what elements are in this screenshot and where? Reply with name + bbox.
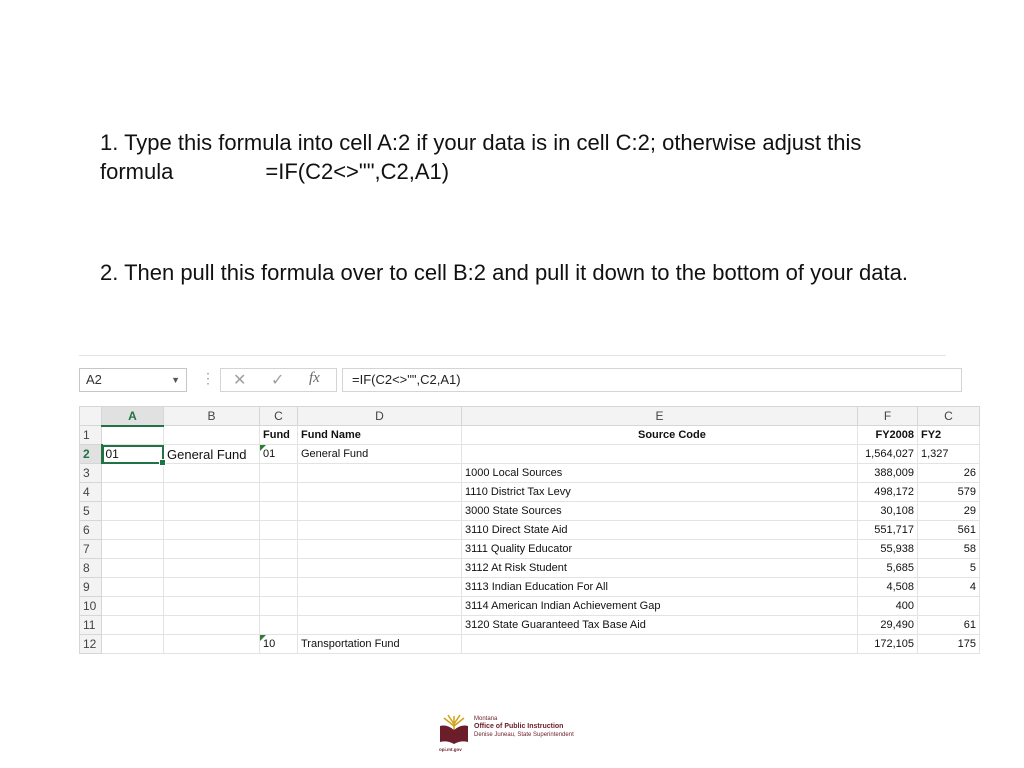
cell[interactable]	[102, 540, 164, 559]
cell[interactable]: 3000 State Sources	[462, 502, 858, 521]
cell[interactable]: 400	[858, 597, 918, 616]
cell[interactable]: Fund Name	[298, 426, 462, 445]
table-row	[80, 502, 980, 521]
table-row	[80, 559, 980, 578]
cell[interactable]	[260, 616, 298, 635]
table-row	[80, 464, 980, 483]
table-row	[80, 540, 980, 559]
cell[interactable]: Source Code	[462, 426, 858, 445]
opi-logo	[438, 712, 578, 756]
more-icon: ⋮	[201, 370, 215, 386]
cell[interactable]: 551,717	[858, 521, 918, 540]
column-header-f[interactable]: F	[858, 407, 918, 426]
logo-url: opi.mt.gov	[439, 747, 462, 752]
column-header-g[interactable]: C	[918, 407, 980, 426]
cell[interactable]	[260, 483, 298, 502]
column-header-a[interactable]: A	[102, 407, 164, 426]
checkmark-icon[interactable]: ✓	[271, 372, 285, 389]
excel-screenshot	[79, 355, 976, 651]
step1-text: 1. Type this formula into cell A:2 if your data is in cell C:2; otherwise adjust this formula	[100, 130, 862, 184]
row-header[interactable]: 4	[80, 483, 102, 502]
cell[interactable]: 3114 American Indian Achievement Gap	[462, 597, 858, 616]
column-header-e[interactable]: E	[462, 407, 858, 426]
cell[interactable]: Transportation Fund	[298, 635, 462, 654]
instruction-step-1	[100, 128, 930, 186]
cell[interactable]: General Fund	[298, 445, 462, 464]
cell[interactable]: 4	[918, 578, 980, 597]
cell[interactable]	[298, 502, 462, 521]
cell[interactable]	[164, 540, 260, 559]
cell[interactable]: 01	[260, 445, 298, 464]
chevron-down-icon[interactable]: ▼	[171, 375, 180, 385]
cell[interactable]	[298, 483, 462, 502]
cell[interactable]	[462, 445, 858, 464]
cell[interactable]	[164, 616, 260, 635]
cell[interactable]: 61	[918, 616, 980, 635]
step1-formula: =IF(C2<>"",C2,A1)	[265, 159, 450, 184]
cell[interactable]: 1,564,027	[858, 445, 918, 464]
table-row	[80, 426, 980, 445]
name-box[interactable]	[79, 368, 187, 392]
logo-line-1: Montana	[474, 716, 498, 722]
cell[interactable]	[164, 521, 260, 540]
cell[interactable]	[298, 616, 462, 635]
cell[interactable]: 3113 Indian Education For All	[462, 578, 858, 597]
cell[interactable]: 4,508	[858, 578, 918, 597]
cell[interactable]	[102, 521, 164, 540]
column-header-b[interactable]: B	[164, 407, 260, 426]
row-header[interactable]: 5	[80, 502, 102, 521]
table-row	[80, 578, 980, 597]
cancel-icon[interactable]: ✕	[233, 372, 247, 389]
logo-line-2: Office of Public Instruction	[474, 723, 564, 730]
row-header[interactable]: 10	[80, 597, 102, 616]
cell[interactable]: 498,172	[858, 483, 918, 502]
cell[interactable]	[298, 559, 462, 578]
spreadsheet-grid	[79, 406, 980, 654]
cell[interactable]: 55,938	[858, 540, 918, 559]
cell[interactable]	[164, 635, 260, 654]
row-header[interactable]: 6	[80, 521, 102, 540]
cell[interactable]	[260, 578, 298, 597]
cell[interactable]: 388,009	[858, 464, 918, 483]
cell[interactable]	[164, 502, 260, 521]
cell[interactable]	[298, 597, 462, 616]
cell[interactable]: 3112 At Risk Student	[462, 559, 858, 578]
formula-buttons	[220, 368, 337, 392]
cell[interactable]: 26	[918, 464, 980, 483]
cell[interactable]	[298, 540, 462, 559]
cell[interactable]: 3111 Quality Educator	[462, 540, 858, 559]
row-header[interactable]: 2	[80, 445, 102, 464]
name-box-value: A2	[86, 372, 102, 387]
cell[interactable]: 175	[918, 635, 980, 654]
row-header[interactable]: 1	[80, 426, 102, 445]
cell[interactable]: 29	[918, 502, 980, 521]
cell[interactable]	[102, 616, 164, 635]
formula-bar	[79, 355, 946, 406]
cell[interactable]: 5	[918, 559, 980, 578]
opi-logo-text	[474, 715, 574, 739]
cell[interactable]: FY2008	[858, 426, 918, 445]
cell[interactable]	[260, 502, 298, 521]
row-header[interactable]: 9	[80, 578, 102, 597]
cell[interactable]	[298, 521, 462, 540]
opi-book-icon	[438, 712, 470, 746]
cell[interactable]	[164, 597, 260, 616]
row-header[interactable]: 3	[80, 464, 102, 483]
cell[interactable]	[164, 559, 260, 578]
cell[interactable]: 3120 State Guaranteed Tax Base Aid	[462, 616, 858, 635]
cell[interactable]	[102, 483, 164, 502]
cell[interactable]	[102, 559, 164, 578]
cell[interactable]: 10	[260, 635, 298, 654]
cell[interactable]	[298, 578, 462, 597]
column-header-row	[80, 407, 980, 426]
cell[interactable]: 29,490	[858, 616, 918, 635]
cell[interactable]: 58	[918, 540, 980, 559]
cell[interactable]	[462, 635, 858, 654]
row-header[interactable]: 7	[80, 540, 102, 559]
cell[interactable]: FY2	[918, 426, 980, 445]
selected-cell[interactable]: 01	[102, 445, 164, 464]
cell[interactable]	[260, 521, 298, 540]
cell[interactable]	[260, 559, 298, 578]
cell[interactable]	[260, 597, 298, 616]
cell[interactable]	[260, 540, 298, 559]
cell[interactable]	[102, 635, 164, 654]
column-header-c[interactable]: C	[260, 407, 298, 426]
table-row	[80, 597, 980, 616]
column-header-d[interactable]: D	[298, 407, 462, 426]
cell[interactable]: 1,327	[918, 445, 980, 464]
row-header[interactable]: 11	[80, 616, 102, 635]
select-all-corner[interactable]	[80, 407, 102, 426]
cell[interactable]: 1000 Local Sources	[462, 464, 858, 483]
cell[interactable]: 172,105	[858, 635, 918, 654]
formula-input[interactable]: =IF(C2<>"",C2,A1)	[342, 368, 962, 392]
cell[interactable]	[164, 464, 260, 483]
cell[interactable]	[260, 464, 298, 483]
table-row	[80, 483, 980, 502]
cell[interactable]	[164, 426, 260, 445]
cell[interactable]: 5,685	[858, 559, 918, 578]
instruction-step-2: 2. Then pull this formula over to cell B:2 and pull it down to the bottom of your data.	[100, 260, 908, 285]
cell[interactable]: Fund	[260, 426, 298, 445]
cell[interactable]	[918, 597, 980, 616]
cell[interactable]	[164, 483, 260, 502]
cell[interactable]	[102, 464, 164, 483]
table-row	[80, 445, 980, 464]
row-header[interactable]: 12	[80, 635, 102, 654]
cell[interactable]	[164, 578, 260, 597]
cell[interactable]: 579	[918, 483, 980, 502]
cell[interactable]: 561	[918, 521, 980, 540]
table-row	[80, 616, 980, 635]
cell[interactable]	[102, 502, 164, 521]
cell[interactable]: 3110 Direct State Aid	[462, 521, 858, 540]
cell[interactable]: General Fund	[164, 445, 260, 464]
cell[interactable]	[102, 426, 164, 445]
cell[interactable]: 30,108	[858, 502, 918, 521]
cell[interactable]	[102, 597, 164, 616]
table-row	[80, 635, 980, 654]
logo-line-3: Denise Juneau, State Superintendent	[474, 732, 574, 738]
table-row	[80, 521, 980, 540]
cell[interactable]	[298, 464, 462, 483]
cell[interactable]: 1110 District Tax Levy	[462, 483, 858, 502]
insert-function-icon[interactable]: fx	[309, 370, 320, 386]
row-header[interactable]: 8	[80, 559, 102, 578]
cell[interactable]	[102, 578, 164, 597]
